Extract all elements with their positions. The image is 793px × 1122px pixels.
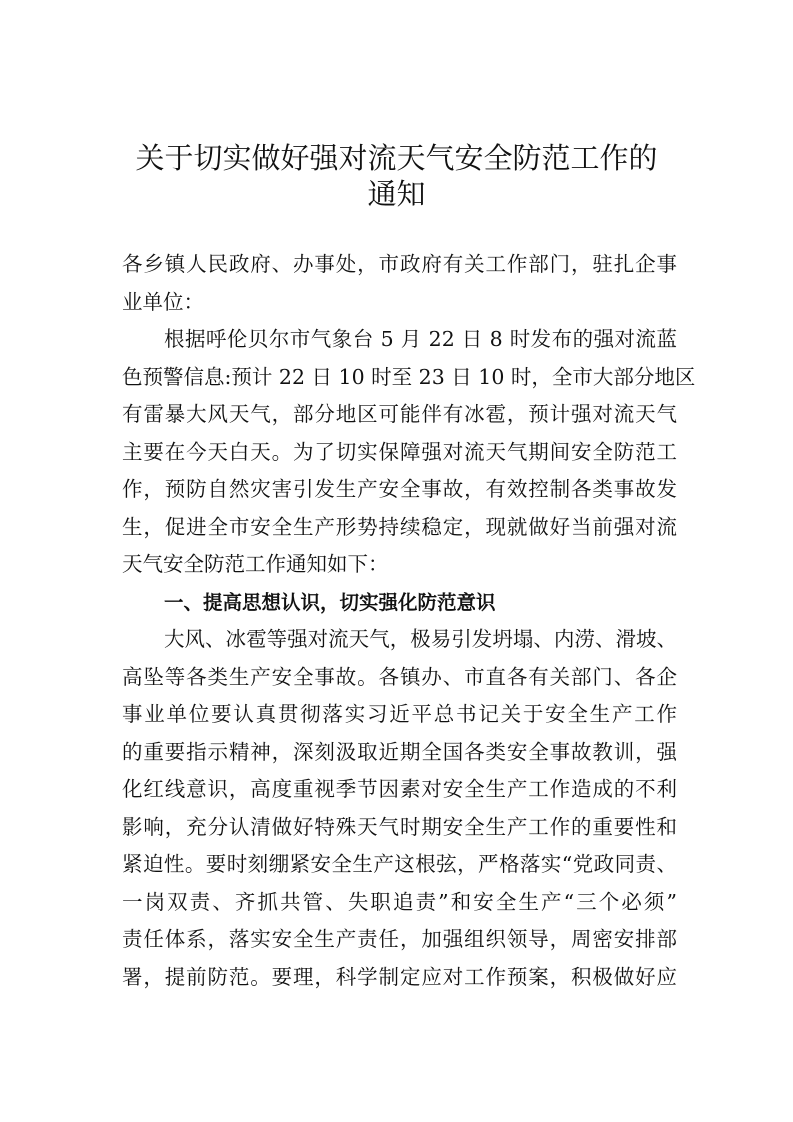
document-body <box>122 246 696 996</box>
body-text-line: 事业单位要认真贯彻落实习近平总书记关于安全生产工作 <box>122 702 677 726</box>
body-text-line: 各乡镇人民政府、办事处，市政府有关工作部门，驻扎企事 <box>122 252 677 276</box>
body-text-line: 署，提前防范。要理，科学制定应对工作预案，积极做好应 <box>122 964 677 989</box>
body-text-line: 影响，充分认清做好特殊天气时期安全生产工作的重要性和 <box>122 814 677 839</box>
body-text-line: 一岗双责、齐抓共管、失职追责”和安全生产“三个必须” <box>122 889 677 914</box>
body-text-line: 高坠等各类生产安全事故。各镇办、市直各有关部门、各企 <box>122 664 677 689</box>
body-text-line: 化红线意识，高度重视季节因素对安全生产工作造成的不利 <box>122 777 677 801</box>
body-text-line: 大风、冰雹等强对流天气，极易引发坍塌、内涝、滑坡、 <box>164 627 677 651</box>
body-text-line: 责任体系，落实安全生产责任，加强组织领导，周密安排部 <box>122 927 677 951</box>
section-heading: 一、提高思想认识，切实强化防范意识 <box>164 590 496 614</box>
body-text-line: 天气安全防范工作通知如下： <box>122 552 389 576</box>
body-text-line: 有雷暴大风天气，部分地区可能伴有冰雹，预计强对流天气 <box>122 402 677 426</box>
body-text-line: 色预警信息:预计 22 日 10 时至 23 日 10 时，全市大部分地区 <box>122 364 696 389</box>
body-text-line: 作，预防自然灾害引发生产安全事故，有效控制各类事故发 <box>122 477 677 501</box>
document-title-line-1: 关于切实做好强对流天气安全防范工作的 <box>135 141 658 175</box>
body-text-line: 业单位： <box>122 289 204 314</box>
document-title-line-2: 通知 <box>367 177 426 211</box>
body-text-line: 紧迫性。要时刻绷紧安全生产这根弦，严格落实“党政同责、 <box>122 852 677 876</box>
body-text-line: 主要在今天白天。为了切实保障强对流天气期间安全防范工 <box>122 439 677 464</box>
body-text-line: 生，促进全市安全生产形势持续稳定，现就做好当前强对流 <box>122 514 677 539</box>
body-text-line: 根据呼伦贝尔市气象台 5 月 22 日 8 时发布的强对流蓝 <box>164 327 677 351</box>
body-text-line: 的重要指示精神，深刻汲取近期全国各类安全事故教训，强 <box>122 739 677 764</box>
